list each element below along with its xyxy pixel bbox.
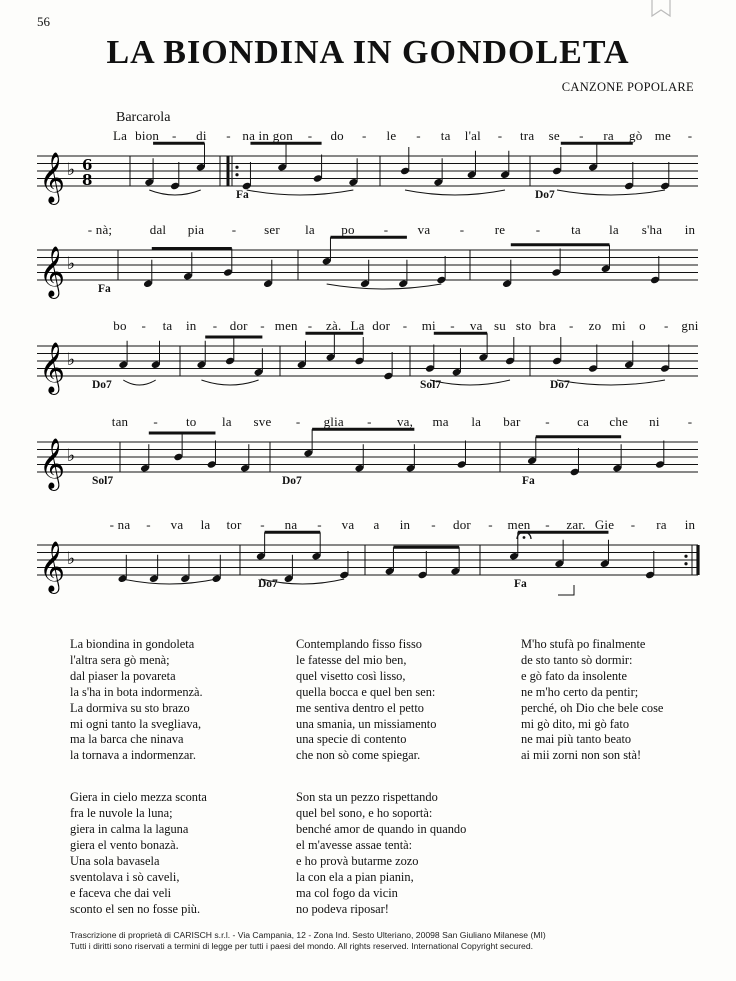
lyric-syllable: - — [663, 318, 669, 333]
song-title: LA BIONDINA IN GONDOLETA — [106, 34, 630, 71]
lyric-syllable: - — [416, 128, 421, 143]
lyric-syllable: La — [112, 128, 128, 143]
verse-line: ne m'ho certo da pentir; — [521, 684, 639, 699]
chord-symbol: Sol7 — [420, 379, 442, 391]
lyric-syllable: - — [545, 414, 550, 429]
chord-symbol: Fa — [522, 475, 535, 487]
verse-line: l'altra sera gò menà; — [70, 652, 170, 667]
lyric-syllable: gò — [629, 128, 643, 143]
verse-line: mi gò dito, mi gò fato — [521, 716, 630, 731]
lyric-syllable: - — [450, 318, 455, 333]
verse-line: ai mii zorni non son stà! — [521, 748, 642, 763]
lyric-syllable: sve — [253, 414, 272, 429]
lyric-syllable: do — [330, 128, 344, 143]
lyric-syllable: bar — [503, 414, 521, 429]
time-signature — [82, 156, 92, 189]
lyric-syllable: - — [260, 517, 265, 532]
lyric-syllable: Gie — [594, 517, 615, 532]
lyric-syllable: men — [274, 318, 298, 333]
lyric-syllable: - na — [109, 517, 131, 532]
verse-stanza — [70, 637, 207, 764]
verse-line: e gò fato da insolente — [521, 668, 627, 683]
fermata-dot — [523, 536, 526, 539]
lyric-syllable: - — [362, 128, 367, 143]
copyright-line: Trascrizione di proprietà di CARISCH s.r.l. - Via Campania, 12 - Zona Ind. Sesto Ulteriano, 20098 San Giuliano Milanese (MI) — [70, 930, 546, 940]
lyric-syllable: ra — [656, 517, 667, 532]
lyric-syllable: va, — [396, 414, 414, 429]
verse-line: e ho provà butarme zozo — [296, 853, 419, 868]
treble-clef-icon: 𝄞 — [39, 152, 66, 203]
repeat-dot — [235, 166, 238, 169]
lyric-syllable: pia — [187, 222, 205, 237]
lyric-syllable: po — [341, 222, 355, 237]
lyric-syllable: la — [609, 222, 619, 237]
treble-clef-icon: 𝄞 — [39, 541, 66, 592]
verse-line: dal piaser la povareta — [70, 668, 176, 683]
verse-line: che non sò come spiegar. — [296, 748, 421, 763]
tempo-marking: Barcarola — [116, 110, 171, 125]
verse-line: perché, oh Dio che bele cose — [521, 700, 664, 715]
lyric-syllable: - — [383, 222, 389, 237]
lyric-syllable: - — [231, 222, 237, 237]
lyric-syllable: - — [307, 128, 313, 143]
b-flat-icon: ♭ — [67, 254, 76, 274]
lyric-syllable: la — [471, 414, 482, 429]
lyric-syllable: di — [196, 128, 207, 143]
verse-stanza — [296, 790, 466, 917]
lyric-syllable: glia — [323, 414, 344, 429]
verse-line: Giera in cielo mezza sconta — [70, 790, 207, 805]
lyric-syllable: dor — [372, 318, 391, 333]
lyric-syllable: zar. — [566, 517, 586, 532]
lyric-syllable: tan — [111, 414, 129, 429]
lyric-syllable: - — [367, 414, 372, 429]
slur — [557, 190, 665, 195]
lyric-syllable: dor — [453, 517, 471, 532]
chord-symbol: Do7 — [92, 379, 112, 391]
lyric-syllable: - — [317, 517, 322, 532]
verse-line: ma la barca che ninava — [70, 732, 184, 747]
verse-line: giera el vento bonazà. — [70, 837, 179, 852]
lyric-syllable: men — [507, 517, 531, 532]
verse-line: no podeva riposar! — [296, 901, 389, 916]
copyright-footer — [70, 930, 546, 952]
lyric-syllable: in — [684, 517, 696, 532]
verse-stanza — [70, 790, 207, 917]
treble-clef-icon: 𝄞 — [39, 438, 66, 489]
verse-line: una smania, un missiamento — [296, 716, 437, 731]
chord-symbol: Fa — [236, 189, 249, 201]
lyric-syllable: sto — [515, 318, 532, 333]
treble-clef-icon: 𝄞 — [39, 246, 66, 297]
lyric-syllable: - — [488, 517, 493, 532]
lyric-syllable: - — [212, 318, 218, 333]
lyric-syllable: va — [170, 517, 184, 532]
chord-symbol: Fa — [98, 283, 111, 295]
lyric-syllable: - — [172, 128, 177, 143]
verse-line: Contemplando fisso fisso — [296, 637, 422, 651]
svg-text:8: 8 — [82, 171, 93, 189]
lyric-syllable: - — [402, 318, 408, 333]
lyric-syllable: mi — [421, 318, 436, 333]
chord-symbol: Do7 — [535, 189, 555, 201]
verse-line: La dormiva su sto brazo — [70, 700, 190, 715]
verse-column — [70, 637, 207, 944]
lyric-syllable: tra — [519, 128, 535, 143]
volta-bracket — [558, 585, 574, 595]
lyric-syllable: la — [200, 517, 211, 532]
verse-line: sventolava i sò caveli, — [70, 869, 180, 884]
lyric-syllable: - — [459, 222, 465, 237]
lyric-syllable: na in — [242, 128, 270, 143]
lyric-syllable: che — [609, 414, 629, 429]
lyric-syllable: - — [687, 414, 693, 429]
lyric-syllable: ra — [603, 128, 614, 143]
lyric-syllable: bra — [538, 318, 557, 333]
lyric-syllable: ta — [162, 318, 173, 333]
verse-line: sconto el sen no fosse più. — [70, 901, 201, 916]
lyric-syllable: to — [185, 414, 197, 429]
slur — [123, 380, 155, 385]
verse-line: le fatesse del mio ben, — [296, 652, 407, 667]
lyric-syllable: a — [373, 517, 380, 532]
b-flat-icon: ♭ — [67, 446, 76, 466]
lyric-syllable: ser — [264, 222, 280, 237]
verse-line: quella bocca e quel ben sen: — [296, 684, 436, 699]
lyric-syllable: - — [307, 318, 313, 333]
verse-line: benché amor de quando in quando — [296, 822, 467, 837]
lyric-syllable: - — [568, 318, 574, 333]
lyric-syllable: va — [469, 318, 483, 333]
verse-line: la con ela a pian pianin, — [296, 869, 414, 884]
chord-symbol: Do7 — [550, 379, 570, 391]
music-system — [0, 318, 736, 418]
verse-line: ma col fogo da vicin — [296, 885, 398, 900]
verse-line: Una sola bavasela — [70, 853, 160, 868]
lyric-syllable: - — [545, 517, 550, 532]
repeat-dot — [684, 555, 687, 558]
lyric-syllable: - — [579, 128, 584, 143]
verse-line: la tornava a indormenzar. — [70, 748, 196, 763]
lyric-syllable: - — [497, 128, 503, 143]
verse-line: mi ogni tanto la svegliava, — [70, 716, 202, 731]
lyric-syllable: ma — [432, 414, 449, 429]
lyric-syllable: gon — [272, 128, 293, 143]
verse-line: me sentiva dentro el petto — [296, 700, 424, 715]
music-system — [0, 128, 736, 228]
b-flat-icon: ♭ — [67, 160, 76, 180]
svg-text:6: 6 — [82, 156, 93, 174]
lyric-syllable: la — [221, 414, 232, 429]
lyric-syllable: dor — [229, 318, 248, 333]
verse-line: el m'avesse assae tentà: — [296, 837, 413, 852]
lyric-syllable: bion — [135, 128, 160, 143]
verse-line: M'ho stufà po finalmente — [521, 637, 646, 651]
slur — [327, 284, 442, 289]
verse-line: la s'ha in bota indormenzà. — [70, 684, 203, 699]
lyric-syllable: l'al — [464, 128, 481, 143]
lyric-syllable: - — [260, 318, 265, 333]
lyric-syllable: mi — [611, 318, 626, 333]
lyric-syllable: - — [295, 414, 301, 429]
verse-stanza — [521, 637, 663, 764]
lyric-syllable: zà. — [326, 318, 342, 333]
lyric-syllable: - — [146, 517, 151, 532]
lyric-syllable: su — [494, 318, 506, 333]
verse-line: giera in calma la laguna — [70, 822, 189, 837]
slur — [149, 190, 200, 195]
verse-line: La biondina in gondoleta — [70, 637, 195, 651]
verse-line: e faceva che dai veli — [70, 885, 172, 900]
lyric-syllable: na — [284, 517, 298, 532]
lyric-syllable: le — [386, 128, 397, 143]
verse-line: quel visetto così lisso, — [296, 668, 406, 683]
lyric-syllable: - — [431, 517, 436, 532]
verse-line: fra le nuvole la luna; — [70, 806, 173, 821]
verse-line: una specie di contento — [296, 732, 407, 747]
chord-symbol: Fa — [514, 578, 527, 590]
treble-clef-icon: 𝄞 — [39, 342, 66, 393]
lyric-syllable: ca — [577, 414, 590, 429]
lyric-syllable: in — [399, 517, 411, 532]
lyric-syllable: - — [535, 222, 541, 237]
lyric-syllable: bo — [113, 318, 127, 333]
lyric-syllable: re — [494, 222, 506, 237]
music-system — [0, 222, 736, 322]
lyric-syllable: s'ha — [641, 222, 663, 237]
verse-line: Son sta un pezzo rispettando — [296, 790, 438, 805]
verse-line: de sto tanto sò dormir: — [521, 652, 633, 667]
lyric-syllable: - — [226, 128, 231, 143]
song-subtitle: CANZONE POPOLARE — [561, 80, 694, 94]
staff-svg — [0, 128, 736, 228]
lyric-syllable: ta — [440, 128, 451, 143]
lyric-syllable: tor — [226, 517, 242, 532]
copyright-line: Tutti i diritti sono riservati a termini di legge per tutti i paesi del mondo. All rights reserved. International Copyright secured. — [70, 941, 534, 951]
slur — [201, 380, 258, 385]
slur — [430, 380, 510, 385]
lyric-syllable: me — [654, 128, 671, 143]
slur — [557, 380, 665, 385]
lyric-syllable: - nà; — [87, 222, 113, 237]
lyric-syllable: se — [548, 128, 560, 143]
lyric-syllable: ni — [649, 414, 660, 429]
lyric-syllable: gni — [681, 318, 699, 333]
chord-symbol: Do7 — [282, 475, 302, 487]
verse-line: quel bel sono, e ho soportà: — [296, 806, 433, 821]
slur — [123, 579, 217, 584]
lyric-syllable: La — [350, 318, 365, 333]
chord-symbol: Sol7 — [92, 475, 114, 487]
lyric-syllable: la — [305, 222, 315, 237]
verse-stanza — [296, 637, 466, 764]
verse-column — [521, 637, 663, 790]
music-system — [0, 517, 736, 617]
lyric-syllable: dal — [149, 222, 167, 237]
lyric-syllable: zo — [588, 318, 602, 333]
bookmark-icon[interactable] — [648, 0, 674, 18]
verse-column — [296, 637, 466, 944]
slur — [247, 190, 354, 195]
repeat-dot — [684, 562, 687, 565]
lyric-syllable: - — [630, 517, 636, 532]
verse-line: ne mai più tanto beato — [521, 732, 632, 747]
lyric-syllable: va — [341, 517, 355, 532]
lyric-syllable: ta — [571, 222, 581, 237]
b-flat-icon: ♭ — [67, 350, 76, 370]
lyric-syllable: o — [639, 318, 646, 333]
lyric-syllable: va — [417, 222, 431, 237]
lyric-syllable: - — [687, 128, 693, 143]
lyric-syllable: in — [185, 318, 197, 333]
page-number: 56 — [37, 14, 50, 29]
chord-symbol: Do7 — [258, 578, 278, 590]
lyric-syllable: - — [141, 318, 147, 333]
music-system — [0, 414, 736, 514]
repeat-dot — [235, 173, 238, 176]
lyric-syllable: - — [153, 414, 158, 429]
slur — [405, 190, 505, 195]
lyric-syllable: in — [684, 222, 696, 237]
b-flat-icon: ♭ — [67, 549, 76, 569]
